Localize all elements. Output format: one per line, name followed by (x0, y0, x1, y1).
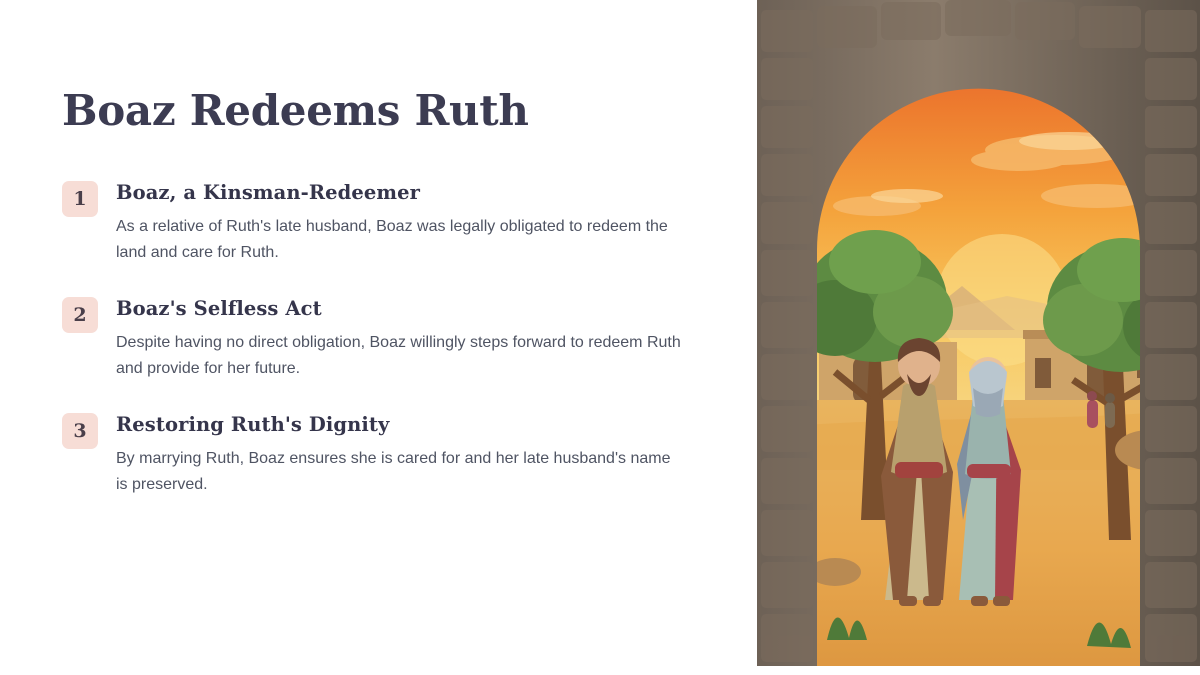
point-number-badge: 2 (62, 297, 98, 333)
point-description: As a relative of Ruth's late husband, Boaz was legally obligated to redeem the land and care for Ruth. (116, 218, 668, 262)
point-title: Restoring Ruth's Dignity (116, 412, 390, 436)
point-description: By marrying Ruth, Boaz ensures she is cared for and her late husband's name is preserved. (116, 449, 671, 493)
illustration-panel (742, 0, 1200, 675)
list-item (62, 412, 682, 498)
page-title: Boaz Redeems Ruth (62, 86, 529, 135)
point-number-badge: 3 (62, 413, 98, 449)
point-body (116, 180, 682, 266)
list-item (62, 180, 682, 266)
point-title: Boaz, a Kinsman-Redeemer (116, 181, 421, 205)
point-number-badge: 1 (62, 181, 98, 217)
point-body (116, 296, 682, 382)
point-description: Despite having no direct obligation, Boaz willingly steps forward to redeem Ruth and provide for her future. (116, 334, 681, 377)
point-title: Boaz's Selfless Act (116, 297, 322, 320)
boaz-and-ruth-illustration (757, 0, 1200, 666)
list-item (62, 296, 682, 382)
point-body (116, 412, 682, 498)
